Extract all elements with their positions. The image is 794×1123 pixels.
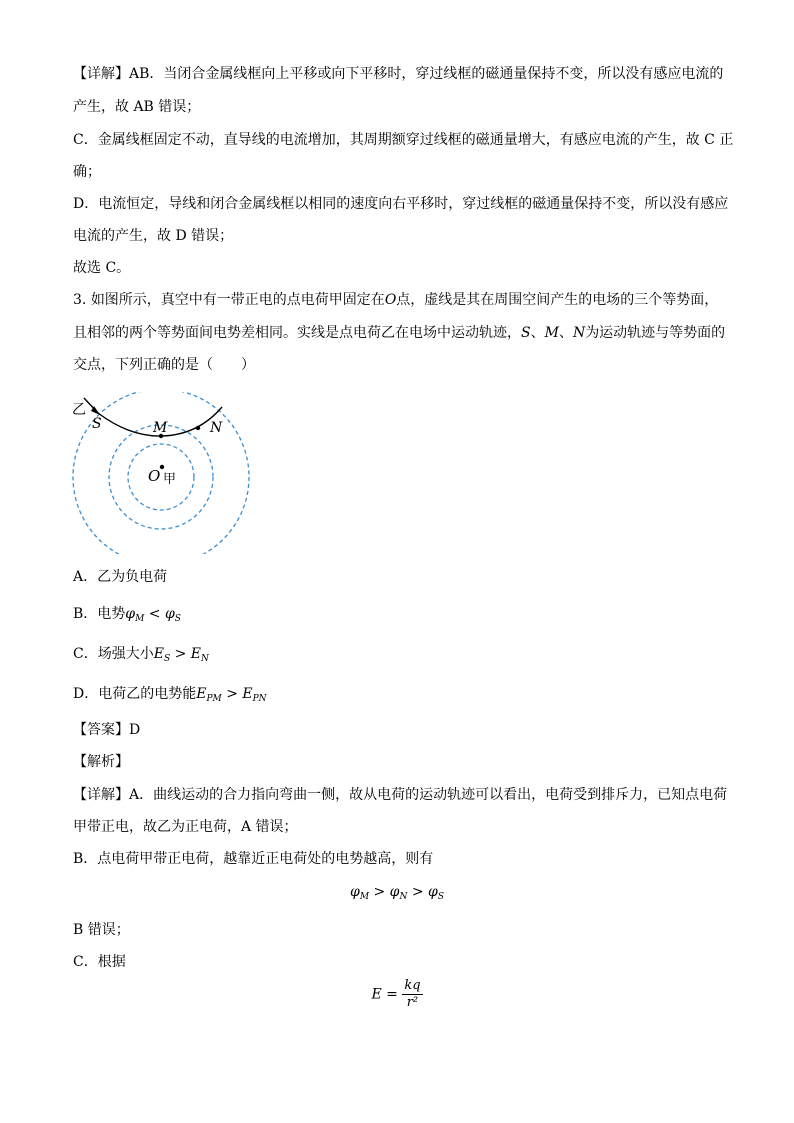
label-s: S [92,416,102,432]
option-a: A．乙为负电荷 [73,569,168,585]
point-n [196,426,200,430]
explain-b-error: B 错误； [73,922,130,938]
text-line-5: D．电流恒定，导线和闭合金属线框以相同的速度向右平移时，穿过线框的磁通量保持不变，所以没有感应 [73,196,729,212]
option-c: C．场强大小$E_S > E_N$ [73,646,209,664]
explain-b-line-1: B．点电荷甲带正电荷，越靠近正电荷处的电势越高，则有 [73,851,434,867]
answer-label: 【答案】 [73,722,129,738]
equipotential-inner [128,444,194,510]
label-m: M [153,420,168,436]
text-line-2: 产生，故 AB 错误； [73,99,201,115]
option-d: D．电荷乙的电势能$E_{PM} > E_{PN}$ [73,686,267,704]
answer-value: D [129,722,141,738]
question-number: 3. [73,292,87,308]
explain-a-line-1: 【详解】A．曲线运动的合力指向弯曲一侧，故从电荷的运动轨迹可以看出，电荷受到排斥力，已知点电荷 [73,787,728,803]
label-o: O [148,467,161,485]
equipotential-middle [109,425,213,529]
text-line-7: 故选 C。 [73,260,131,276]
label-yi: 乙 [72,402,86,418]
text-line-6: 电流的产生，故 D 错误； [73,228,234,244]
text-line-3: C．金属线框固定不动，直导线的电流增加，其周期额穿过线框的磁通量增大，有感应电流的产生，故 C 正 [73,132,734,148]
label-n: N [210,420,223,436]
explain-a-line-2: 甲带正电，故乙为正电荷，A 错误； [73,819,298,835]
fraction: $\frac{kq}{\text{r²}}$ [404,978,421,1010]
label-jia: 甲 [163,472,177,487]
field-formula: E = $\frac{kq}{\text{r²}}$ [371,978,421,1010]
point-o [160,465,164,469]
option-b: B．电势$\varphi_M < \varphi_S$ [73,606,181,624]
text-line-4: 确； [73,164,101,180]
potential-inequality: $\varphi_M > \varphi_N > \varphi_S$ [350,884,444,902]
answer-line [73,720,140,740]
equipotential-figure [70,392,252,554]
question-line-3: 交点，下列正确的是（ ） [73,357,255,373]
question-line-1: 3. 如图所示，真空中有一带正电的点电荷甲固定在O点，虚线是其在周围空间产生的电场的三个等势面， [73,292,719,308]
text-line-1: 【详解】AB．当闭合金属线框向上平移或向下平移时，穿过线框的磁通量保持不变，所以没有感应电流的 [73,66,724,82]
question-line-2: 且相邻的两个等势面间电势差相同。实线是点电荷乙在电场中运动轨迹，S、M、N为运动轨迹与等势面的 [73,325,726,341]
explain-c-line-1: C．根据 [73,954,126,970]
analysis-label: 【解析】 [73,754,129,770]
